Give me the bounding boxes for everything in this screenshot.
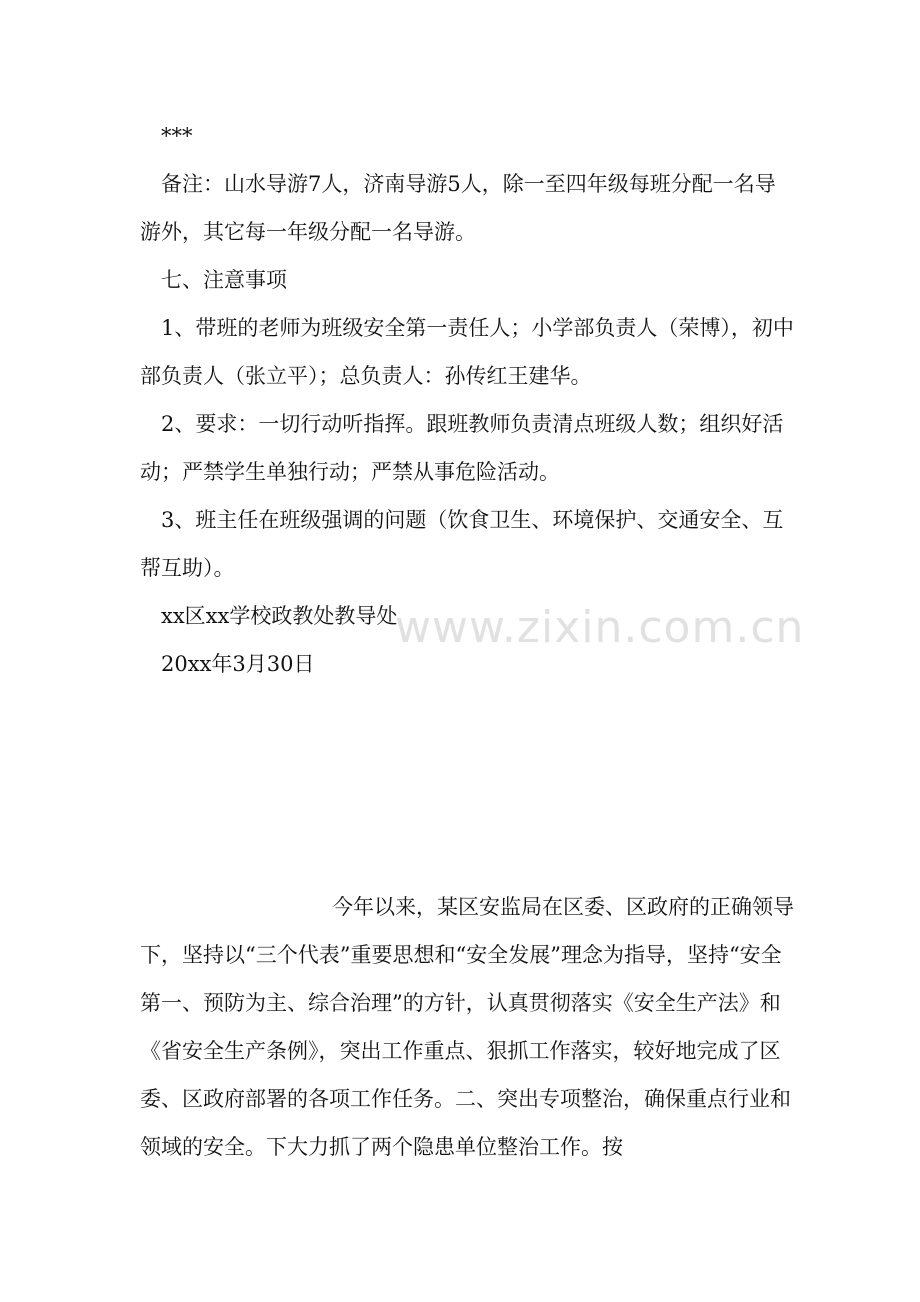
date: 20xx年3月30日 [161, 652, 315, 676]
separator: *** [161, 124, 193, 148]
section-heading: 七、注意事项 [161, 268, 287, 292]
bottom-section [140, 883, 795, 1171]
list-item: 2、要求：一切行动听指挥。跟班教师负责清点班级人数；组织好活动；严禁学生单独行动；严禁从事危险活动。 [140, 412, 784, 484]
body-paragraph: 今年以来，某区安监局在区委、区政府的正确领导下，坚持以“三个代表”重要思想和“安全发展”理念为指导，坚持“安全第一、预防为主、综合治理”的方针，认真贯彻落实《安全生产法》和《省安全生产条例》，突出工作重点、狠抓工作落实，较好地完成了区委、区政府部署的各项工作任务。二、突出专项整治，确保重点行业和领域的安全。下大力抓了两个隐患单位整治工作。按 [140, 895, 794, 1159]
signature: xx区xx学校政教处教导处 [161, 604, 398, 628]
list-item: 3、班主任在班级强调的问题（饮食卫生、环境保护、交通安全、互帮互助）。 [140, 508, 784, 580]
top-section [140, 112, 795, 688]
note-paragraph: 备注：山水导游7人，济南导游5人，除一至四年级每班分配一名导游外，其它每一年级分配一名导游。 [140, 172, 776, 244]
list-item: 1、带班的老师为班级安全第一责任人；小学部负责人（荣博），初中部负责人（张立平）；总负责人：孙传红王建华。 [140, 316, 794, 388]
watermark: www.zixin.com.cn [395, 602, 805, 653]
